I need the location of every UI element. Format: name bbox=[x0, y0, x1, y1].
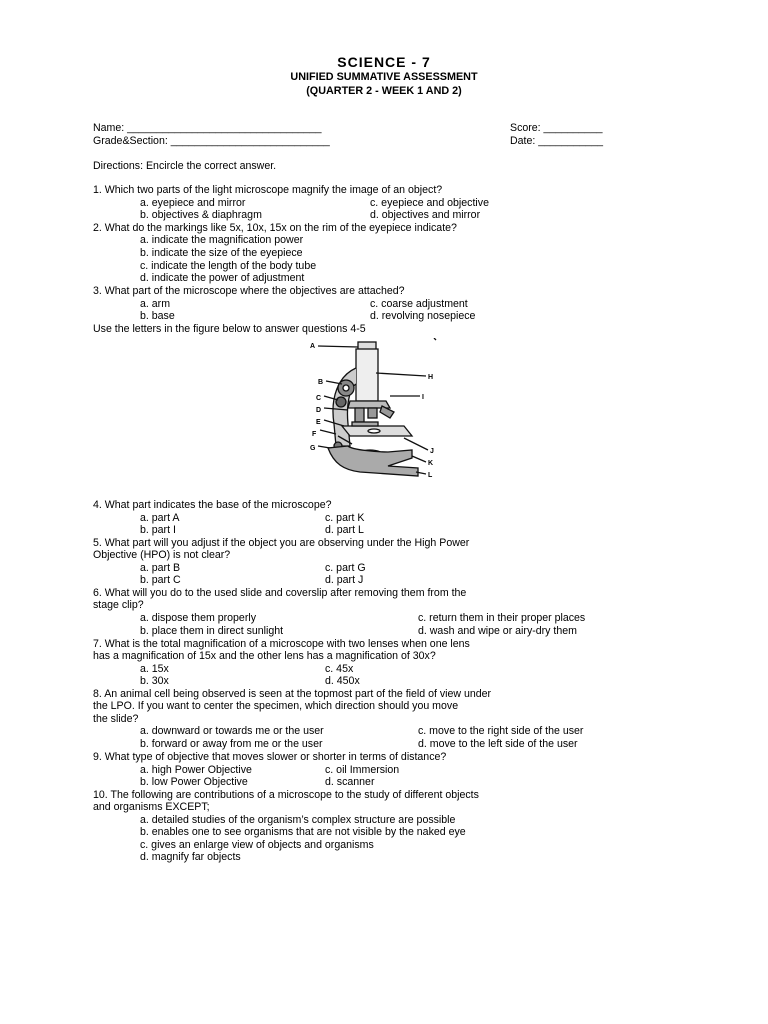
microscope-figure bbox=[308, 338, 448, 488]
q5-option-b[interactable]: b. part C bbox=[140, 574, 181, 586]
question-9: 9. What type of objective that moves slower or shorter in terms of distance? bbox=[93, 751, 447, 763]
q8-option-b[interactable]: b. forward or away from me or the user bbox=[140, 738, 323, 750]
q6-option-d[interactable]: d. wash and wipe or airy-dry them bbox=[418, 625, 577, 637]
page-title: SCIENCE - 7 bbox=[337, 54, 431, 70]
label-e: E bbox=[316, 419, 321, 426]
question-1: 1. Which two parts of the light microscope magnify the image of an object? bbox=[93, 184, 443, 196]
question-3: 3. What part of the microscope where the objectives are attached? bbox=[93, 285, 405, 297]
q4-option-d[interactable]: d. part L bbox=[325, 524, 364, 536]
label-h: H bbox=[428, 374, 434, 381]
label-i: I bbox=[422, 394, 424, 401]
subtitle: UNIFIED SUMMATIVE ASSESSMENT bbox=[290, 71, 478, 83]
label-d: D bbox=[316, 407, 322, 414]
question-10: 10. The following are contributions of a microscope to the study of different objects bbox=[93, 789, 479, 801]
directions: Directions: Encircle the correct answer. bbox=[93, 160, 277, 172]
q3-option-c[interactable]: c. coarse adjustment bbox=[370, 298, 468, 310]
q10-option-a[interactable]: a. detailed studies of the organism’s complex structure are possible bbox=[140, 814, 456, 826]
q1-option-d[interactable]: d. objectives and mirror bbox=[370, 209, 481, 221]
q7-option-b[interactable]: b. 30x bbox=[140, 675, 169, 687]
question-7: 7. What is the total magnification of a microscope with two lenses when one lens bbox=[93, 638, 470, 650]
q7-option-d[interactable]: d. 450x bbox=[325, 675, 360, 687]
figure-instructions: Use the letters in the figure below to answer questions 4-5 bbox=[93, 323, 366, 335]
q2-option-a[interactable]: a. indicate the magnification power bbox=[140, 234, 304, 246]
q1-option-b[interactable]: b. objectives & diaphragm bbox=[140, 209, 262, 221]
section-field[interactable]: Grade&Section: ___________________________ bbox=[93, 135, 330, 147]
q8-option-c[interactable]: c. move to the right side of the user bbox=[418, 725, 584, 737]
q8-option-a[interactable]: a. downward or towards me or the user bbox=[140, 725, 324, 737]
q6-option-b[interactable]: b. place them in direct sunlight bbox=[140, 625, 284, 637]
q6-option-a[interactable]: a. dispose them properly bbox=[140, 612, 257, 624]
body-tube bbox=[356, 349, 378, 401]
objective-lens bbox=[368, 408, 377, 418]
q5-option-d[interactable]: d. part J bbox=[325, 574, 364, 586]
q5-option-c[interactable]: c. part G bbox=[325, 562, 366, 574]
label-k: K bbox=[428, 460, 434, 467]
label-j: J bbox=[430, 448, 434, 455]
label-c: C bbox=[316, 395, 322, 402]
objective-lens bbox=[355, 408, 364, 422]
question-5-cont: Objective (HPO) is not clear? bbox=[93, 549, 231, 561]
q2-option-c[interactable]: c. indicate the length of the body tube bbox=[140, 260, 317, 272]
q10-option-d[interactable]: d. magnify far objects bbox=[140, 851, 241, 863]
q4-option-b[interactable]: b. part I bbox=[140, 524, 176, 536]
q1-option-c[interactable]: c. eyepiece and objective bbox=[370, 197, 489, 209]
question-8-cont: the LPO. If you want to center the specimen, which direction should you move bbox=[93, 700, 459, 712]
q7-option-a[interactable]: a. 15x bbox=[140, 663, 169, 675]
q2-option-d[interactable]: d. indicate the power of adjustment bbox=[140, 272, 305, 284]
question-6: 6. What will you do to the used slide and coverslip after removing them from the bbox=[93, 587, 467, 599]
q6-option-c[interactable]: c. return them in their proper places bbox=[418, 612, 586, 624]
q3-option-b[interactable]: b. base bbox=[140, 310, 175, 322]
q4-option-c[interactable]: c. part K bbox=[325, 512, 365, 524]
name-field[interactable]: Name: _________________________________ bbox=[93, 122, 322, 134]
q3-option-a[interactable]: a. arm bbox=[140, 298, 171, 310]
label-f: F bbox=[312, 431, 317, 438]
q2-option-b[interactable]: b. indicate the size of the eyepiece bbox=[140, 247, 303, 259]
q8-option-d[interactable]: d. move to the left side of the user bbox=[418, 738, 578, 750]
question-8-cont2: the slide? bbox=[93, 713, 139, 725]
label-g: G bbox=[310, 445, 316, 452]
q9-option-d[interactable]: d. scanner bbox=[325, 776, 375, 788]
label-l: L bbox=[428, 472, 433, 479]
stage-opening bbox=[368, 429, 380, 433]
q10-option-b[interactable]: b. enables one to see organisms that are not visible by the naked eye bbox=[140, 826, 466, 838]
q3-option-d[interactable]: d. revolving nosepiece bbox=[370, 310, 476, 322]
question-7-cont: has a magnification of 15x and the other lens has a magnification of 30x? bbox=[93, 650, 436, 662]
q7-option-c[interactable]: c. 45x bbox=[325, 663, 354, 675]
question-10-cont: and organisms EXCEPT; bbox=[93, 801, 210, 813]
q1-option-a[interactable]: a. eyepiece and mirror bbox=[140, 197, 246, 209]
q4-option-a[interactable]: a. part A bbox=[140, 512, 180, 524]
q9-option-b[interactable]: b. low Power Objective bbox=[140, 776, 248, 788]
question-6-cont: stage clip? bbox=[93, 599, 144, 611]
score-field[interactable]: Score: __________ bbox=[510, 122, 603, 134]
stage-clip bbox=[352, 422, 378, 426]
q10-option-c[interactable]: c. gives an enlarge view of objects and organisms bbox=[140, 839, 374, 851]
subtitle-quarter: (QUARTER 2 - WEEK 1 AND 2) bbox=[306, 85, 462, 97]
knob-center bbox=[343, 385, 349, 391]
date-field[interactable]: Date: ___________ bbox=[510, 135, 604, 147]
label-b: B bbox=[318, 379, 324, 386]
q9-option-c[interactable]: c. oil Immersion bbox=[325, 764, 400, 776]
question-8: 8. An animal cell being observed is seen at the topmost part of the field of view under bbox=[93, 688, 492, 700]
q5-option-a[interactable]: a. part B bbox=[140, 562, 181, 574]
question-2: 2. What do the markings like 5x, 10x, 15x on the rim of the eyepiece indicate? bbox=[93, 222, 457, 234]
q9-option-a[interactable]: a. high Power Objective bbox=[140, 764, 252, 776]
label-a: A bbox=[310, 343, 316, 350]
objective-lens bbox=[380, 406, 394, 418]
fine-adjustment-knob bbox=[336, 397, 346, 407]
question-5: 5. What part will you adjust if the object you are observing under the High Power bbox=[93, 537, 470, 549]
question-4: 4. What part indicates the base of the microscope? bbox=[93, 499, 332, 511]
